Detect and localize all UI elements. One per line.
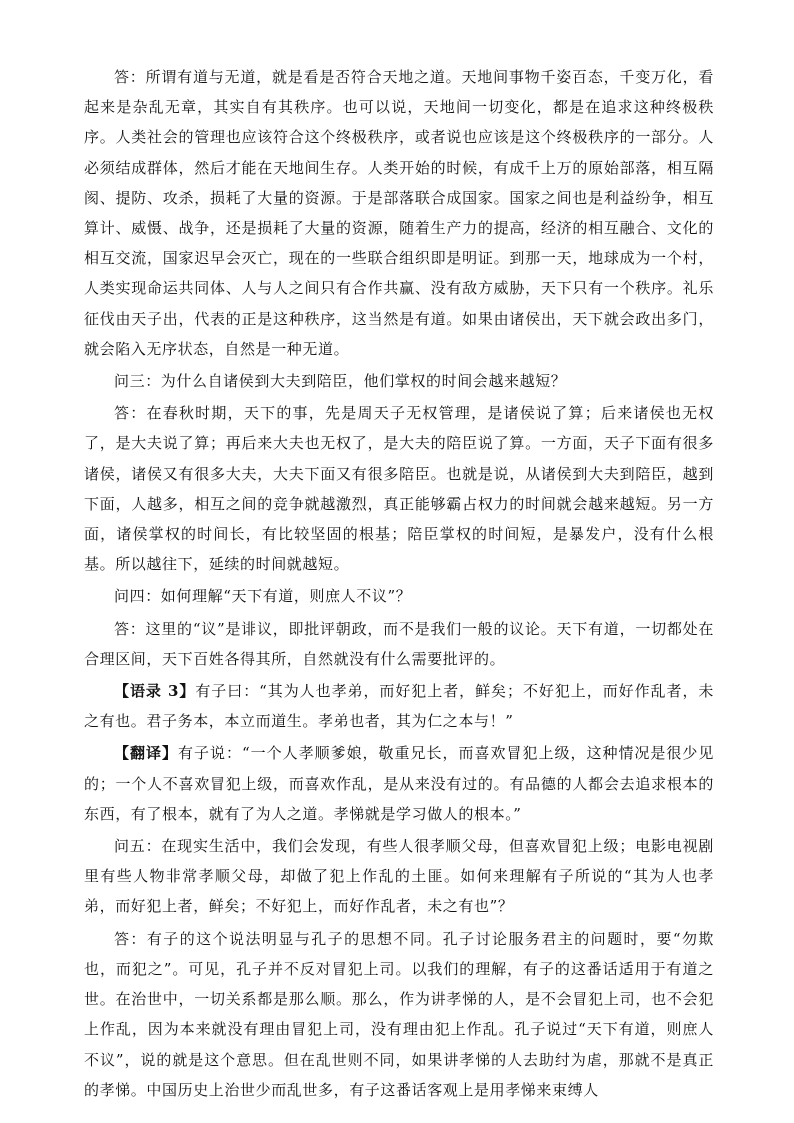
- answer-3: [84, 398, 714, 579]
- quote-label: 【语录 3】: [114, 682, 196, 701]
- answer-paragraph-2: [84, 62, 714, 364]
- translation-label: 【翻译】: [114, 744, 178, 763]
- answer-4: [84, 614, 714, 674]
- question-4: [84, 581, 714, 611]
- paragraph-text: 问四：如何理解“天下有道，则庶人不议”？: [114, 587, 412, 606]
- paragraph-text: 问三：为什么自诸侯到大夫到陪臣，他们掌权的时间会越来越短？: [114, 372, 567, 391]
- quote-3: [84, 676, 714, 736]
- paragraph-text: 答：所谓有道与无道，就是看是否符合天地之道。天地间事物千姿百态，千变万化，看起来是杂乱无章，其实自有其秩序。也可以说，天地间一切变化，都是在追求这种终极秩序。人类社会的管理也应该符合这个终极秩序，或者说也应该是这个终极秩序的一部分。人必须结成群体，然后才能在天地间生存。人类开始的时候，有成千上万的原始部落，相互隔阂、提防、攻杀，损耗了大量的资源。于是部落联合成国家。国家之间也是利益纷争，相互算计、威慑、战争，还是损耗了大量的资源，随着生产力的提高，经济的相互融合、文化的相互交流，国家迟早会灭亡，现在的一些联合组织即是明证。到那一天，地球成为一个村，人类实现命运共同体、人与人之间只有合作共赢、没有敌方威胁，天下只有一个秩序。礼乐征伐由天子出，代表的正是这种秩序，这当然是有道。如果由诸侯出，天下就会政出多门，就会陷入无序状态，自然是一种无道。: [84, 68, 714, 358]
- paragraph-text: 问五：在现实生活中，我们会发现，有些人很孝顺父母，但喜欢冒犯上级；电影电视剧里有些人物非常孝顺父母，却做了犯上作乱的土匪。如何来理解有子所说的“其为人也孝弟，而好犯上者，鲜矣；不好犯上，而好作乱者，未之有也”？: [84, 837, 714, 916]
- paragraph-text: 有子说：“一个人孝顺爹娘，敬重兄长，而喜欢冒犯上级，这种情况是很少见的；一个人不喜欢冒犯上级，而喜欢作乱，是从来没有过的。有品德的人都会去追求根本的东西，有了根本，就有了为人之道。孝悌就是学习做人的根本。”: [84, 744, 715, 823]
- question-3: [84, 366, 714, 396]
- paragraph-text: 答：有子的这个说法明显与孔子的思想不同。孔子讨论服务君主的问题时，要“勿欺也，而犯之”。可见，孔子并不反对冒犯上司。以我们的理解，有子的这番话适用于有道之世。在治世中，一切关系都是那么顺。那么，作为讲孝悌的人，是不会冒犯上司，也不会犯上作乱，因为本来就没有理由冒犯上司，没有理由犯上作乱。孔子说过“天下有道，则庶人不议”，说的就是这个意思。但在乱世则不同，如果讲孝悌的人去助纣为虐，那就不是真正的孝悌。中国历史上治世少而乱世多，有子这番话客观上是用孝悌来束缚人: [84, 929, 714, 1099]
- paragraph-text: 答：这里的“议”是诽议，即批评朝政，而不是我们一般的议论。天下有道，一切都处在合理区间，天下百姓各得其所，自然就没有什么需要批评的。: [84, 619, 714, 668]
- paragraph-text: 答：在春秋时期，天下的事，先是周天子无权管理，是诸侯说了算；后来诸侯也无权了，是大夫说了算；再后来大夫也无权了，是大夫的陪臣说了算。一方面，天子下面有很多诸侯，诸侯又有很多大夫，大夫下面又有很多陪臣。也就是说，从诸侯到大夫到陪臣，越到下面，人越多，相互之间的竞争就越激烈，真正能够霸占权力的时间就会越来越短。另一方面，诸侯掌权的时间长，有比较坚固的根基；陪臣掌权的时间短，是暴发户，没有什么根基。所以越往下，延续的时间就越短。: [84, 404, 714, 574]
- document-body: [84, 62, 714, 1107]
- translation: [84, 738, 714, 829]
- paragraph-text: 有子曰：“其为人也孝弟，而好犯上者，鲜矣；不好犯上，而好作乱者，未之有也。君子务本，本立而道生。孝弟也者，其为仁之本与！”: [84, 682, 714, 731]
- question-5: [84, 831, 714, 922]
- answer-5: [84, 924, 714, 1105]
